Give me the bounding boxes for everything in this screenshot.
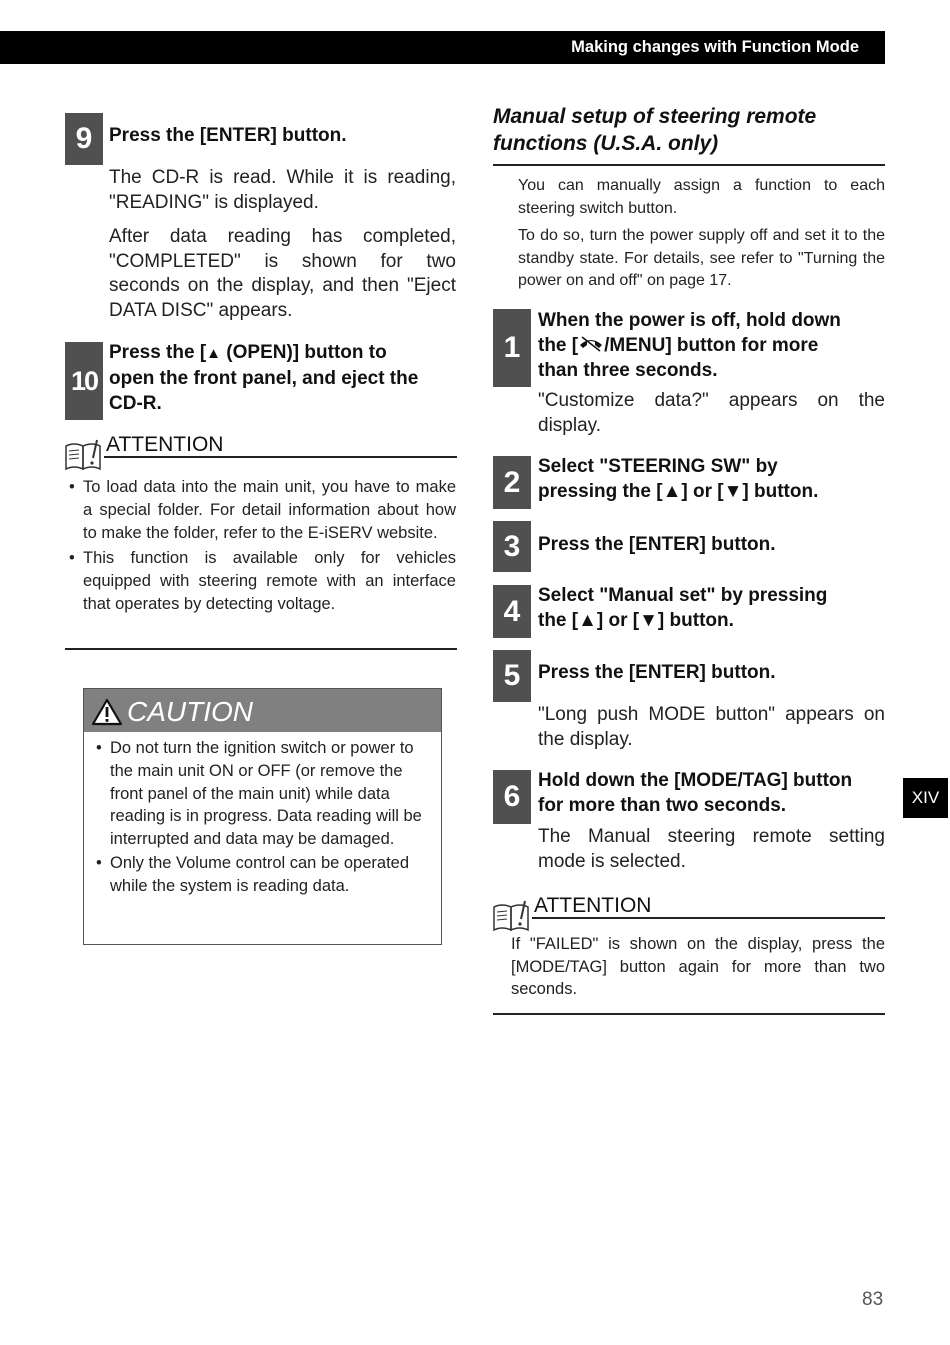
attention-right-top-rule (532, 917, 885, 919)
step-1-body: "Customize data?" appears on the display. (538, 390, 885, 436)
step-2-title-line-2: pressing the [▲] or [▼] button. (538, 481, 819, 502)
book-attention-icon (64, 438, 104, 472)
step-number-5: 5 (493, 650, 531, 702)
step-4-title-line-2: the [▲] or [▼] button. (538, 610, 734, 631)
step-4-title (538, 583, 888, 633)
section-title-rule (493, 164, 885, 166)
warning-triangle-icon (91, 698, 123, 726)
step-1-title (538, 308, 888, 383)
step-3-title: Press the [ENTER] button. (538, 534, 776, 555)
attention-left-item: • This function is available only for vehicles equipped with steering remote with an interface that operates by detecting voltage. (69, 547, 456, 615)
eject-triangle-icon: ▲ (206, 345, 222, 362)
section-title-line-1: Manual setup of steering remote (493, 105, 817, 128)
step-10-title-post: (OPEN)] button to (221, 342, 387, 363)
step-1-title-line-3: than three seconds. (538, 360, 718, 381)
caution-box (83, 688, 442, 945)
phone-icon (578, 336, 604, 352)
intro-paragraph-2: To do so, turn the power supply off and set it to the standby state. For details, see refer to "Turning the power on and off" on page 17. (518, 227, 885, 289)
step-10-title (109, 340, 459, 416)
step-9-para-2: After data reading has completed, "COMPLETED" is shown for two seconds on the display, and then "Eject DATA DISC" appears. (109, 226, 456, 321)
step-5-body: "Long push MODE button" appears on the display. (538, 704, 885, 750)
chapter-side-tab: XIV (903, 778, 948, 818)
page-header-title: Making changes with Function Mode (571, 38, 859, 56)
attention-left-list (69, 476, 456, 619)
step-number-1: 1 (493, 309, 531, 387)
attention-left-bottom-rule (65, 648, 457, 650)
step-number-10: 10 (65, 342, 103, 420)
step-number-2: 2 (493, 456, 531, 509)
attention-right-text: If "FAILED" is shown on the display, press the [MODE/TAG] button again for more than two seconds. (511, 935, 885, 998)
step-1-title-line-1: When the power is off, hold down (538, 310, 841, 331)
step-number-3: 3 (493, 521, 531, 572)
book-attention-icon (492, 899, 532, 933)
step-10-title-pre: Press the [ (109, 342, 207, 363)
step-number-9: 9 (65, 113, 103, 165)
attention-left-top-rule (104, 456, 457, 458)
attention-left-item: • To load data into the main unit, you have to make a special folder. For detail information about how to make the folder, refer to the E-iSERV website. (69, 476, 456, 544)
attention-heading-right: ATTENTION (534, 894, 652, 917)
intro-paragraph-1: You can manually assign a function to each steering switch button. (518, 177, 885, 217)
step-number-6: 6 (493, 770, 531, 824)
section-title (493, 103, 816, 157)
step-6-body: The Manual steering remote setting mode is selected. (538, 826, 885, 872)
attention-heading-left: ATTENTION (106, 433, 224, 456)
step-4-title-line-1: Select "Manual set" by pressing (538, 585, 828, 606)
step-1-title-line-2 (538, 333, 888, 358)
header-bar (0, 31, 885, 64)
caution-list (96, 737, 431, 899)
page-number: 83 (862, 1289, 884, 1310)
caution-header (84, 689, 441, 732)
step-1-title-post: /MENU] button for more (604, 335, 819, 356)
caution-heading: CAUTION (127, 696, 253, 727)
attention-right-bottom-rule (493, 1013, 885, 1015)
step-6-title-line-2: for more than two seconds. (538, 795, 787, 816)
step-9-para-1: The CD-R is read. While it is reading, "READING" is displayed. (109, 167, 456, 213)
step-5-title: Press the [ENTER] button. (538, 662, 776, 683)
step-10-title-line-2: open the front panel, and eject the (109, 368, 419, 389)
step-6-title (538, 768, 888, 818)
caution-item: • Do not turn the ignition switch or power to the main unit ON or OFF (or remove the front panel of the main unit) while data reading is in progress. Data reading will be interrupted and data may be damaged. (96, 737, 431, 851)
section-title-line-2: functions (U.S.A. only) (493, 132, 719, 155)
step-10-title-line-3: CD-R. (109, 393, 162, 414)
step-10-title-line-1 (109, 340, 459, 366)
caution-item: • Only the Volume control can be operated while the system is reading data. (96, 852, 431, 898)
step-2-title (538, 454, 888, 504)
step-9-title: Press the [ENTER] button. (109, 125, 347, 146)
step-number-4: 4 (493, 585, 531, 638)
step-2-title-line-1: Select "STEERING SW" by (538, 456, 778, 477)
step-1-title-pre: the [ (538, 335, 579, 356)
step-6-title-line-1: Hold down the [MODE/TAG] button (538, 770, 853, 791)
